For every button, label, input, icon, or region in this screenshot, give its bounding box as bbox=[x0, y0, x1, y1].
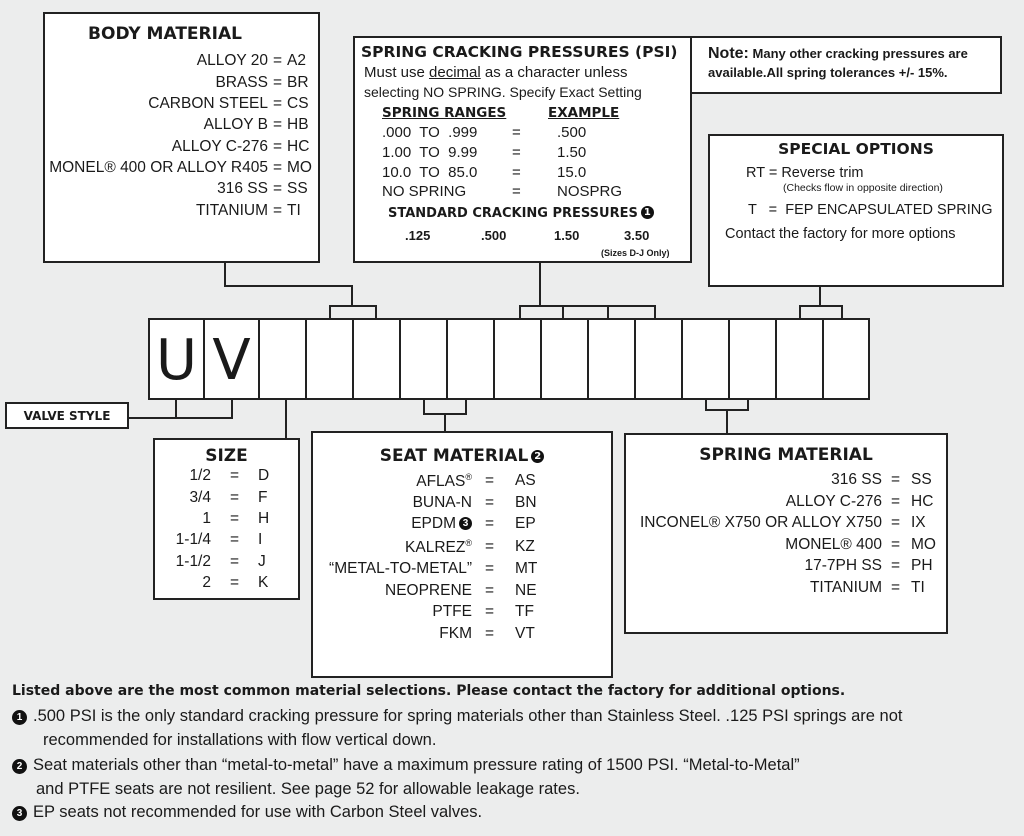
seat-material-name bbox=[316, 625, 472, 643]
size-code: H bbox=[258, 510, 270, 527]
spring-material-code: PH bbox=[911, 557, 933, 574]
size-code: J bbox=[258, 553, 266, 570]
seat-material-name-text: BUNA-N bbox=[412, 494, 472, 511]
seat-material-name bbox=[316, 603, 472, 621]
body-material-name: 316 SS bbox=[217, 180, 268, 197]
footnote-line1: Seat materials other than “metal-to-metal” have a maximum pressure rating of 1500 PSI. “Metal-to-Metal” bbox=[33, 756, 800, 774]
decimal-instruction bbox=[364, 64, 627, 81]
code-box-empty bbox=[446, 318, 495, 400]
seat-material-name bbox=[316, 560, 472, 578]
example-header: EXAMPLE bbox=[548, 105, 620, 121]
size-eq: = bbox=[230, 467, 240, 484]
spring-cracking-title: SPRING CRACKING PRESSURES (PSI) bbox=[361, 43, 678, 61]
spring-material-eq: = bbox=[891, 557, 901, 574]
size-eq: = bbox=[230, 489, 240, 506]
seat-material-code: VT bbox=[515, 625, 535, 642]
seat-material-code: AS bbox=[515, 472, 536, 489]
spring-material-title: SPRING MATERIAL bbox=[699, 445, 873, 465]
seat-material-eq: = bbox=[485, 538, 495, 555]
seat-material-name-text: KALREZ bbox=[405, 539, 466, 556]
seat-material-code: EP bbox=[515, 515, 536, 532]
footnote-marker: 3 bbox=[12, 806, 27, 821]
seat-material-name-text: EPDM bbox=[411, 515, 456, 532]
seat-material-eq: = bbox=[485, 472, 495, 489]
seat-material-code: KZ bbox=[515, 538, 535, 555]
spring-material-name: INCONEL® X750 OR ALLOY X750 bbox=[639, 514, 882, 531]
seat-material-name-text: PTFE bbox=[432, 603, 472, 620]
spring-material-code: TI bbox=[911, 579, 925, 596]
seat-material-code: NE bbox=[515, 582, 537, 599]
body-material-eq: = bbox=[273, 74, 283, 91]
footnote-line2: and PTFE seats are not resilient. See page 52 for allowable leakage rates. bbox=[36, 780, 580, 798]
body-material-eq: = bbox=[273, 180, 283, 197]
body-material-name: ALLOY B bbox=[203, 116, 268, 133]
body-material-code: HB bbox=[287, 116, 309, 133]
note-body: Many other cracking pressures are available.All spring tolerances +/- 15%. bbox=[708, 46, 968, 80]
footnote-2-badge: 2 bbox=[531, 450, 544, 463]
footnote-line1: EP seats not recommended for use with Carbon Steel valves. bbox=[33, 803, 483, 821]
size-title: SIZE bbox=[205, 446, 248, 466]
seat-material-name bbox=[316, 515, 472, 533]
seat-material-eq: = bbox=[485, 560, 495, 577]
registered-mark: ® bbox=[465, 538, 472, 548]
sizes-note: (Sizes D-J Only) bbox=[601, 248, 670, 258]
footnote-2 bbox=[12, 753, 1012, 801]
spring-material-eq: = bbox=[891, 579, 901, 596]
code-letter-v: V bbox=[203, 318, 260, 400]
spring-range-eq: = bbox=[512, 164, 521, 181]
reverse-trim-option: RT = Reverse trim bbox=[746, 165, 864, 181]
code-box-empty bbox=[493, 318, 542, 400]
seat-material-eq: = bbox=[485, 603, 495, 620]
spring-range-eq: = bbox=[512, 144, 521, 161]
spring-ranges-header: SPRING RANGES bbox=[382, 105, 507, 121]
standard-pressure-value: .125 bbox=[405, 228, 431, 243]
spring-material-code: HC bbox=[911, 493, 934, 510]
code-box-empty bbox=[728, 318, 777, 400]
body-material-eq: = bbox=[273, 138, 283, 155]
size-code: D bbox=[258, 467, 270, 484]
seat-material-name bbox=[316, 538, 472, 557]
code-box-empty bbox=[305, 318, 354, 400]
valve-style-label: VALVE STYLE bbox=[23, 409, 111, 423]
size-eq: = bbox=[230, 531, 240, 548]
body-material-code: HC bbox=[287, 138, 310, 155]
size-value: 1/2 bbox=[189, 467, 211, 484]
spring-range: 10.0 TO 85.0 bbox=[382, 164, 478, 181]
footnote-line2: recommended for installations with flow vertical down. bbox=[43, 731, 437, 749]
spring-range: .000 TO .999 bbox=[382, 124, 478, 141]
body-material-code: BR bbox=[287, 74, 309, 91]
body-material-code: A2 bbox=[287, 52, 306, 69]
seat-material-name bbox=[316, 494, 472, 512]
spring-material-name: 316 SS bbox=[831, 471, 882, 488]
decimal-instruction-part1: Must use bbox=[364, 64, 430, 81]
contact-factory-text: Contact the factory for more options bbox=[725, 226, 956, 242]
spring-material-eq: = bbox=[891, 471, 901, 488]
size-value: 3/4 bbox=[189, 489, 211, 506]
spring-range-example: .500 bbox=[557, 124, 587, 141]
seat-material-name bbox=[316, 472, 472, 491]
body-material-code: CS bbox=[287, 95, 309, 112]
body-material-name: TITANIUM bbox=[195, 202, 268, 219]
footnote-marker: 1 bbox=[12, 710, 27, 725]
seat-material-code: TF bbox=[515, 603, 534, 620]
size-code: F bbox=[258, 489, 268, 506]
code-box-empty bbox=[352, 318, 401, 400]
spring-material-code: IX bbox=[911, 514, 926, 531]
size-value: 1-1/2 bbox=[175, 553, 211, 570]
spring-material-eq: = bbox=[891, 493, 901, 510]
spring-range: NO SPRING bbox=[382, 183, 467, 200]
standard-pressure-value: 1.50 bbox=[554, 228, 580, 243]
valve-style-box bbox=[5, 402, 129, 429]
body-material-name: ALLOY C-276 bbox=[171, 138, 268, 155]
code-box-empty bbox=[540, 318, 589, 400]
size-code: I bbox=[258, 531, 263, 548]
note-box bbox=[690, 36, 1002, 94]
body-material-eq: = bbox=[273, 116, 283, 133]
body-material-title: BODY MATERIAL bbox=[88, 24, 242, 44]
code-box-empty bbox=[634, 318, 683, 400]
body-material-name: MONEL® 400 OR ALLOY R405 bbox=[49, 159, 268, 176]
seat-material-name-text: AFLAS bbox=[416, 473, 466, 490]
spring-material-name: MONEL® 400 bbox=[785, 536, 882, 553]
registered-mark: ® bbox=[465, 472, 472, 482]
special-options-title: SPECIAL OPTIONS bbox=[778, 140, 934, 158]
decimal-word: decimal bbox=[429, 64, 481, 81]
body-material-name: CARBON STEEL bbox=[148, 95, 268, 112]
spring-material-box bbox=[624, 433, 948, 634]
footnote-3 bbox=[12, 800, 1012, 824]
footnote-line1: .500 PSI is the only standard cracking pressure for spring materials other than Stainless Steel. .125 PSI springs are not bbox=[33, 707, 903, 725]
size-value: 1-1/4 bbox=[175, 531, 211, 548]
seat-material-name-text: FKM bbox=[439, 625, 472, 642]
size-value: 2 bbox=[202, 574, 211, 591]
footer-headline: Listed above are the most common material selections. Please contact the factory for additional options. bbox=[12, 683, 846, 699]
body-material-eq: = bbox=[273, 52, 283, 69]
body-material-name: ALLOY 20 bbox=[196, 52, 268, 69]
standard-cracking-label: STANDARD CRACKING PRESSURES bbox=[388, 206, 638, 221]
footnote-3-badge: 3 bbox=[459, 517, 472, 530]
standard-cracking-title bbox=[388, 206, 654, 221]
size-eq: = bbox=[230, 553, 240, 570]
body-material-eq: = bbox=[273, 202, 283, 219]
spring-range-example: NOSPRG bbox=[557, 183, 623, 200]
spring-material-eq: = bbox=[891, 536, 901, 553]
body-material-code: SS bbox=[287, 180, 308, 197]
spring-range-example: 1.50 bbox=[557, 144, 587, 161]
seat-material-name bbox=[316, 582, 472, 600]
code-box-empty bbox=[822, 318, 870, 400]
spring-material-name: ALLOY C-276 bbox=[785, 493, 882, 510]
spring-material-eq: = bbox=[891, 514, 901, 531]
spring-material-name: 17-7PH SS bbox=[804, 557, 882, 574]
body-material-name: BRASS bbox=[215, 74, 268, 91]
spring-cracking-box bbox=[353, 36, 692, 263]
size-code: K bbox=[258, 574, 269, 591]
seat-material-code: MT bbox=[515, 560, 538, 577]
specify-setting-text: selecting NO SPRING. Specify Exact Setting bbox=[364, 84, 642, 100]
spring-material-code: SS bbox=[911, 471, 932, 488]
body-material-eq: = bbox=[273, 159, 283, 176]
spring-range-eq: = bbox=[512, 183, 521, 200]
code-box-empty bbox=[775, 318, 824, 400]
seat-material-eq: = bbox=[485, 515, 495, 532]
body-material-code: TI bbox=[287, 202, 301, 219]
footnote-1 bbox=[12, 704, 1012, 752]
size-eq: = bbox=[230, 510, 240, 527]
body-material-code: MO bbox=[287, 159, 312, 176]
seat-material-eq: = bbox=[485, 582, 495, 599]
seat-material-eq: = bbox=[485, 494, 495, 511]
standard-pressure-value: 3.50 bbox=[624, 228, 650, 243]
seat-material-code: BN bbox=[515, 494, 537, 511]
fep-spring-option: T = FEP ENCAPSULATED SPRING bbox=[748, 202, 993, 218]
special-options-box bbox=[708, 134, 1004, 287]
code-box-empty bbox=[399, 318, 448, 400]
footnote-marker: 2 bbox=[12, 759, 27, 774]
decimal-instruction-part2: as a character unless bbox=[480, 64, 628, 81]
spring-material-code: MO bbox=[911, 536, 936, 553]
spring-material-name: TITANIUM bbox=[809, 579, 882, 596]
seat-material-eq: = bbox=[485, 625, 495, 642]
code-box-empty bbox=[587, 318, 636, 400]
standard-pressure-value: .500 bbox=[481, 228, 507, 243]
seat-material-name-text: “METAL-TO-METAL” bbox=[329, 560, 472, 577]
size-value: 1 bbox=[202, 510, 211, 527]
body-material-eq: = bbox=[273, 95, 283, 112]
note-text bbox=[708, 44, 1004, 82]
note-label: Note: bbox=[708, 45, 749, 62]
code-box-empty bbox=[681, 318, 730, 400]
reverse-trim-note: (Checks flow in opposite direction) bbox=[783, 182, 943, 194]
spring-range: 1.00 TO 9.99 bbox=[382, 144, 478, 161]
seat-material-title bbox=[313, 446, 611, 466]
spring-range-eq: = bbox=[512, 124, 521, 141]
code-letter-u: U bbox=[148, 318, 205, 400]
size-eq: = bbox=[230, 574, 240, 591]
footnote-1-badge: 1 bbox=[641, 206, 654, 219]
seat-material-name-text: NEOPRENE bbox=[385, 582, 472, 599]
seat-material-label: SEAT MATERIAL bbox=[379, 446, 529, 466]
code-box-empty bbox=[258, 318, 307, 400]
spring-range-example: 15.0 bbox=[557, 164, 587, 181]
